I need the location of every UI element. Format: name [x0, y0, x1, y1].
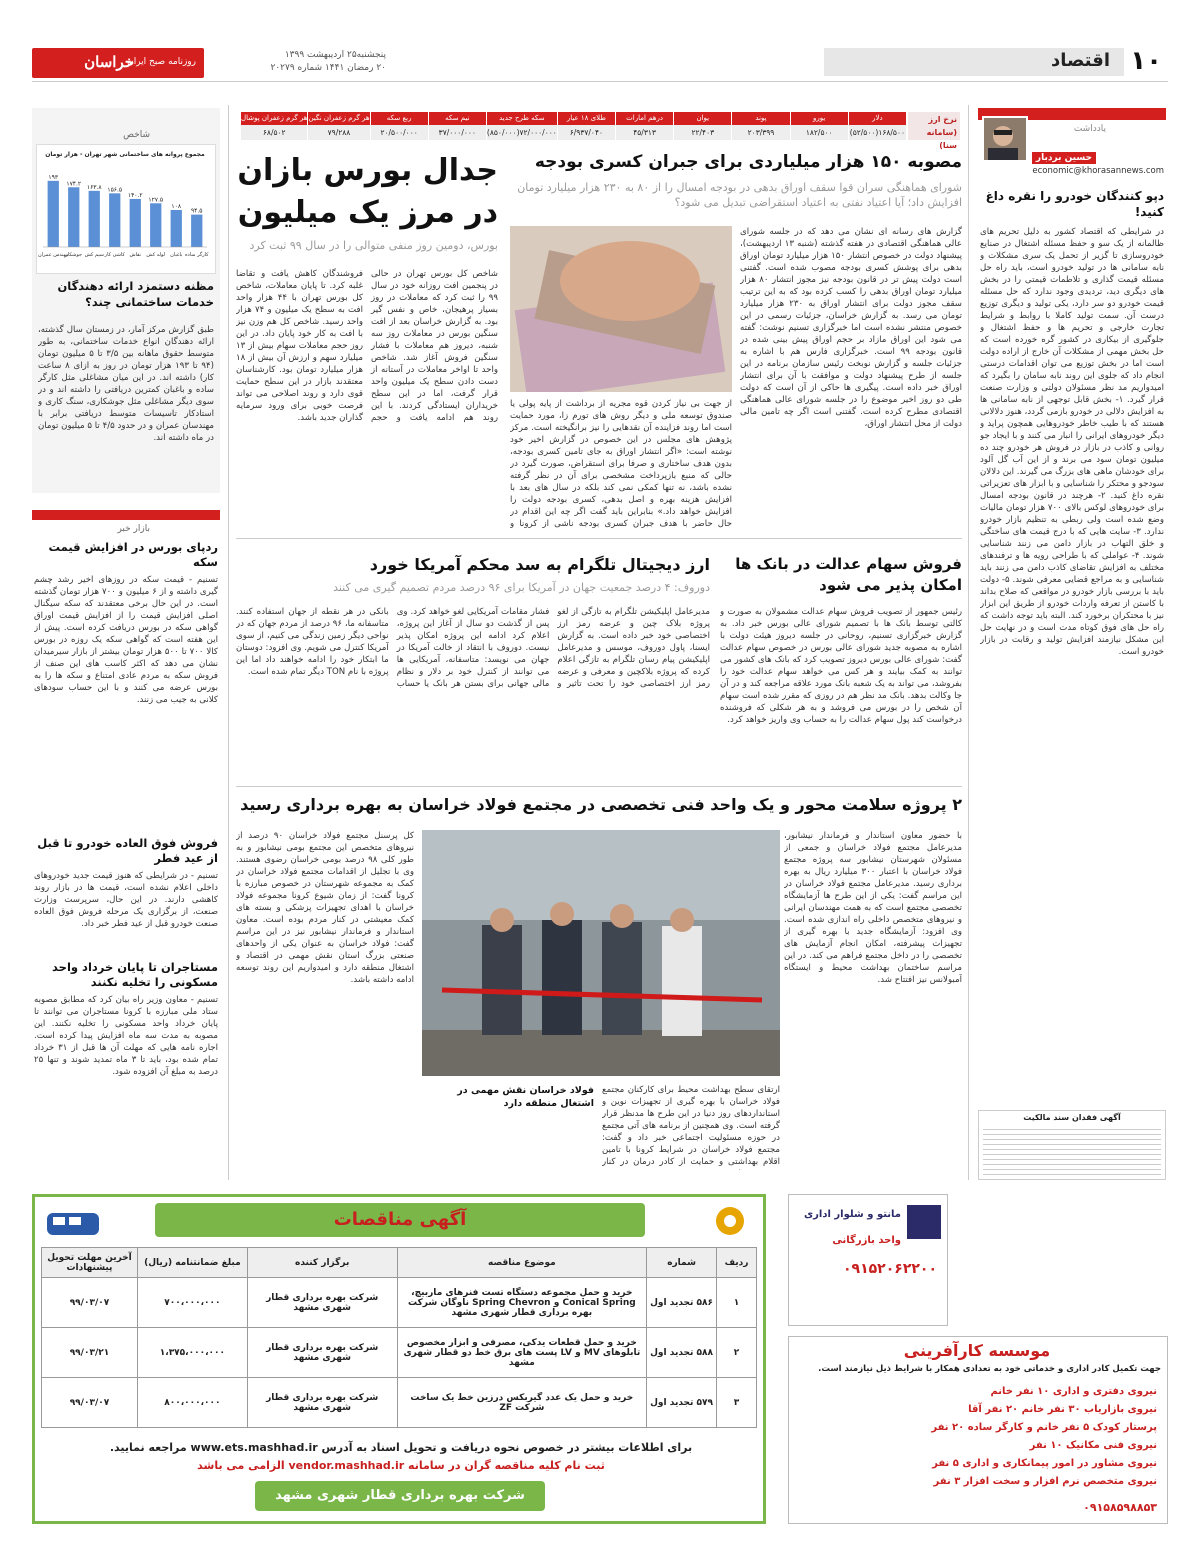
market-label-bar [32, 510, 220, 520]
chart-category-label: لوله کش [146, 252, 166, 258]
author-avatar-icon [982, 118, 1026, 162]
market-item-title: فروش فوق العاده خودرو تا قبل از عید فطر [37, 836, 218, 865]
rate-value: ۷۲/۰۰۰/۰۰۰(۸۵۰/۰۰۰) [487, 125, 557, 140]
tender-footer1: برای اطلاعات بیشتر در خصوص نحوه دریافت و تحویل اسناد به آدرس www.ets.mashhad.ir مراجعه نمایید. [109, 1441, 693, 1454]
rate-cell [790, 112, 848, 140]
rate-header: یوان [674, 112, 731, 125]
chart-category-label: سیم کش [84, 252, 104, 258]
page-header [32, 44, 1168, 82]
chart-body: طبق گزارش مرکز آمار، در زمستان سال گذشته، ارائه دهندگان انواع خدمات ساختمانی، به طور متوسط حقوق ماهانه بین ۳/۵ تا ۵ میلیون تومان (۹۴ تا ۱۹۳ هزار تومان در روز به ازای ۸ ساعت کار) داشته اند. در این میان مشاغلی مثل کارگر ساده و باغبان کمترین دریافتی را داشته اند و در سوی دیگر مشاغلی مثل جوشکاری، سنگ کاری و استادکار تاسیسات متوسط دریافتی برابر با مهندسان عمران و در حدود ۴/۵ تا ۵ میلیون تومان در ماه داشته اند. [38, 325, 214, 443]
manto-sub: واحد بازرگانی [832, 1235, 901, 1246]
rate-value: ۷۹/۲۸۸ [308, 125, 369, 140]
chart-category-label: کاشی کار [104, 252, 125, 258]
chart-bar [89, 191, 100, 247]
date-line2: ۲۰ رمضان ۱۴۴۱ شماره ۲۰۲۷۹ [270, 63, 386, 73]
agency-item: نیروی دفتری و اداری ۱۰ نفر خانم [990, 1386, 1157, 1397]
story-bourse-title: جدال بورس بازان در مرز یک میلیون [237, 153, 498, 230]
page-number: ۱۰ [1130, 46, 1162, 76]
tender-cell: ۹۹/۰۳/۰۷ [42, 1378, 138, 1428]
tender-header-cell: ردیف [717, 1248, 757, 1278]
manto-ad-logo [907, 1205, 941, 1239]
rate-value: ۲۰۳/۳۹۹ [732, 125, 789, 140]
rate-cell [848, 112, 906, 140]
tender-title-bar [155, 1203, 645, 1237]
story-steel-col3: کل پرسنل مجتمع فولاد خراسان ۹۰ درصد از نیروهای متخصص این مجتمع بومی نیشابور و به طور کلی ۹۸ درصد بومی خراسان رضوی هستند. وی با تجلیل از اقدامات مجتمع فولاد خراسان در کمک به مجموعه شهرستان در خصوص مبارزه با کرونا گفت: از زمان شیوع کرونا مجموعه فولاد خراسان با اهدای تجهیزات پزشکی و بسته های کمک معیشتی در کنار مردم بوده است. معاون استاندار و فرماندار نیشابور نیز در این مراسم گفت: فولاد خراسان به عنوان یکی از واحدهای صنعتی بزرگ استان نقش مهمی در اقتصاد و اشتغال منطقه دارد و امیدواریم این روند توسعه ادامه داشته باشد. [236, 831, 414, 985]
story-steel-subsection [422, 1084, 594, 1170]
chart [35, 145, 215, 275]
rate-value: ۳۷/۰۰۰/۰۰۰ [429, 125, 486, 140]
chart-title: مجموع پروانه های ساختمانی شهر تهران - هزار تومان [45, 151, 205, 158]
chart-bar [130, 199, 141, 247]
rate-header: درهم امارات [616, 112, 673, 125]
tender-cell: شرکت بهره برداری قطار شهری مشهد [247, 1278, 397, 1328]
story-steel-col2: ارتقای سطح بهداشت محیط برای کارکنان مجتمع فولاد خراسان با بهره گیری از تجهیزات نوین و استانداردهای روز دنیا در این طرح ها مدنظر قرار گرفته است. وی همچنین از برنامه های آتی مجتمع در حوزه مسئولیت اجتماعی خبر داد و گفت: مجتمع فولاد خراسان در شرایط کرونا با تامین اقلام بهداشتی و حمایت از کادر درمان در کنار [602, 1085, 780, 1167]
column-box [978, 108, 1166, 1098]
loss-notice [978, 1110, 1166, 1180]
header-date [216, 49, 386, 75]
rate-header: سکه طرح جدید [487, 112, 557, 125]
agency-item: پرستار کودک ۵ نفر خانم و کارگر ساده ۲۰ نفر [931, 1422, 1157, 1433]
column-body: در شرایطی که اقتصاد کشور به دلیل تحریم های ظالمانه از یک سو و حفظ مسئله اشتغال در صنایع خودروسازی تا گزیر از تحمل یک سری مشکلات و نابه سامانی ها در تولید خودرو است، باید راه حل مسئله قیمت گذاری و تلاطمات قیمتی را در بخش های دیگری دید، تردیدی وجود ندارد که حل مسئله قیمت خودرو دو سر دارد، یکی تولید و دیگری توزیع درست آن. سمت تولید کاملا با روابط و شرایط تجارت خارجی و تحریم ها و حفظ اشتغال و جلوگیری از بیکاری در کشور گره خورده است که حل بخش مهمی از مشکلات آن خارج از اراده دولت است اما در بخش توزیع می توان اقدامات درستی انجام داد که جلوی این روند نابه سامان را بگیرد که امیدواریم مد نظر مسئولان دولتی و وزارت صنعت قرار گیرد. ۱- بخش قابل توجهی از نابه سامانی ها به افزایش دلالی در خودرو بازمی گردد، هنوز دلالانی هستند که با طیب خاطر خودروهایی همچون پراید و دیگر خودروهای ایرانی را انبار می کنند و با ایجاد جو روانی و کاذب در بازار در فروش هر خودرو چند ده میلیون تومان سود می برند و از این آب گل آلود برای خودشان ماهی های بزرگ می گیرند. این دلالان سودجو و محتکر را شناسایی و با ابزار های تعزیراتی نقره داغ کنید. ۲- هرچند در قانون بودجه امسال برای خودروهای لوکس بالای ۷۰۰ هزار تومان مالیات وضع شده است ولی ربطی به تنظیم بازار خودرو ندارد. ۳- سایت هایی که با درج قیمت های ساختگی و خلق التهاب در بازار دامن می زنند شناسایی شوند. ۴- عواملی که با طراحی رویه ها و ترفندهای مختلف به افزایش تقاضای کاذب دامن می زنند باید شناسایی و به مراجع قضایی معرفی شوند. ۵- دولت باید با بررسی بازار خودرو در مواقعی که صلاح بداند با کاستن از تعرفه واردات خودرو از طریق این ابزار نیز با محتکران برخورد کند. البته باید توجه داشت که راه حل های فوق کوتاه مدت است و در نهایت حل این مشکل نیازمند افزایش تولید و رقابت در بازار خودرو است. [980, 227, 1164, 657]
loss-notice-title: آگهی فقدان سند مالکیت [1023, 1113, 1121, 1122]
rate-cell [557, 112, 615, 140]
author-name: حسین بردبار [1032, 152, 1096, 164]
rate-cell [615, 112, 673, 140]
tender-cell: خرید و حمل قطعات یدکی، مصرفی و ابزار مخصوص تابلوهای MV و LV پست های برق خط دو قطار شهری مشهد [397, 1328, 647, 1378]
tender-header-cell: برگزار کننده [247, 1248, 397, 1278]
tender-cell: شرکت بهره برداری قطار شهری مشهد [247, 1378, 397, 1428]
agency-title: موسسه کارآفرینی [903, 1341, 1051, 1360]
tender-cell: ۵۸۸ تجدید اول [647, 1328, 717, 1378]
date-line1: پنجشنبه۲۵ اردیبهشت ۱۳۹۹ [284, 50, 386, 60]
market-item-title: مستاجران تا پایان خرداد واحد مسکونی را تخلیه نکنند [52, 960, 218, 989]
rate-cell [673, 112, 731, 140]
agency-item: نیروی مشاور در امور پیمانکاری و اداری ۵ نفر [932, 1458, 1157, 1469]
story-budget-lead: شورای هماهنگی سران قوا سقف اوراق بدهی در بودجه امسال را از ۸۰ به ۲۳۰ هزار میلیارد تومان افزایش داد؛ آیا اعتیاد نفتی به اعتیاد استقراضی تبدیل می شود؟ [517, 181, 962, 209]
rate-value: ۱۶۸/۵۰۰(۵۲/۵۰۰) [849, 125, 906, 140]
tender-cell: ۵۸۶ تجدید اول [647, 1278, 717, 1328]
agency-item: نیروی بازاریاب ۳۰ نفر خانم ۲۰ نفر آقا [968, 1404, 1157, 1415]
tender-cell: خرید و حمل مجموعه دستگاه تست فنرهای ماربیچ، Conical Spring و Spring Chevron ناوگان شرکت بهره برداری قطار شهری مشهد [397, 1278, 647, 1328]
chart-panel [36, 144, 216, 274]
chart-bar [68, 187, 79, 247]
chart-data-label: ۱۴۰.۲ [127, 191, 143, 199]
story-telegram [236, 548, 710, 778]
tender-header-cell: آخرین مهلت تحویل پیشنهادات [42, 1248, 138, 1278]
header-section-box [824, 48, 1124, 76]
tender-ad [32, 1194, 766, 1524]
logo-text: خراسان [84, 53, 134, 71]
chart-data-label: ۱۰۸ [171, 202, 182, 210]
section-title: اقتصاد [1050, 50, 1110, 71]
market-item-1 [34, 540, 218, 832]
tender-cell: ۸۰۰،۰۰۰،۰۰۰ [137, 1378, 247, 1428]
story-bourse-body: شاخص کل بورس تهران در حالی در پنجمین افت روزانه خود در سال ۹۹ را ثبت کرد که معاملات در روز بسیار پرهیجان، خاص و نفس گیر بود. به گزارش خراسان بعد از افت سنگین بورس در معاملات روز سه شنبه، دیروز هم معاملات با فشار سنگین فروش آغاز شد. شاخص واحد تا اواخر معاملات در آستانه از دست دادن سطح یک میلیون واحد قرار گرفت، اما در این سطح خریداران ایستادگی کردند. با این روند هم ادامه یافت و حجم فروشندگان کاهش یافت و تقاضا غلبه کرد. تا پایان معاملات، شاخص کل بورس تهران با ۴۴ هزار واحد افت به سطح یک میلیون و ۷۴ هزار واحد رسید. شاخص کل هم وزن نیز با افت به کار خود پایان داد. در این روز حجم معاملات سهام بیش از ۱۳ میلیارد سهم و ارزش آن بیش از ۱۸ هزار میلیارد تومان بود. کارشناسان معتقدند بازار در این سطح حمایت قوی دارد و روند اصلاحی می تواند فرصت خوبی برای ورود سرمایه گذاران جدید باشد. [236, 269, 498, 423]
tender-logo-left [43, 1203, 103, 1243]
story-bourse-lead: بورس، دومین روز منفی متوالی را در سال ۹۹ ثبت کرد [249, 239, 498, 252]
story-steel-title: ۲ پروژه سلامت محور و یک واحد فنی تخصصی در مجتمع فولاد خراسان به بهره برداری رسید [240, 795, 962, 814]
manto-ad [788, 1194, 948, 1326]
tender-cell: ۹۹/۰۳/۰۷ [42, 1278, 138, 1328]
story-budget [510, 150, 962, 530]
story-steel-subhead: فولاد خراسان نقش مهمی در اشتغال منطقه دارد [457, 1085, 594, 1109]
rate-value: ۲۲/۴۰۳ [674, 125, 731, 140]
rate-header: طلای ۱۸ عیار [558, 112, 615, 125]
market-item-body: تسنیم - در شرایطی که هنوز قیمت جدید خودروهای داخلی اعلام نشده است، قیمت ها در بازار روند کاهشی دارند. در این حال، سرپرست وزارت صنعت، از برگزاری یک مرحله فروش فوق العاده صنعت خودرو قبل از عید فطر خبر داد. [34, 871, 218, 929]
tender-header-cell: مبلغ ضمانتنامه (ریال) [137, 1248, 247, 1278]
chart-data-label: ۱۹۳ [48, 173, 59, 181]
chart-data-label: ۱۷۴.۲ [66, 180, 82, 188]
tender-company-bar [255, 1481, 545, 1511]
loss-notice-lines [983, 1125, 1161, 1177]
market-box [32, 510, 220, 1170]
rate-header: یورو [791, 112, 848, 125]
ceremony-photo [422, 830, 780, 1076]
chart-category-label: نقاش [129, 252, 142, 258]
chart-data-label: ۱۶۳.۸ [86, 183, 102, 191]
rates-label: نرخ ارز (سامانه سنا) [908, 112, 960, 140]
story-telegram-title: ارز دیجیتال تلگرام به سد محکم آمریکا خورد [369, 555, 710, 574]
tender-header-cell: موضوع مناقصه [397, 1248, 647, 1278]
rates-grid [240, 112, 906, 140]
story-shares-title: فروش سهام عدالت در بانک ها امکان پذیر می شود [735, 555, 962, 594]
market-item-body: تسنیم - قیمت سکه در روزهای اخیر رشد چشم گیری داشته و از ۶ میلیون و ۷۰۰ هزار تومان گذشته است. در این حال برخی معتقدند که سکه سیگنال اصلی افزایش قیمت را از افزایش قیمت اوراق گواهی سکه در بورس دریافت کرده است. پیش از این هفته است که گواهی سکه یک روزه در بورس کالا ۷۰۰ تا ۵۰۰ هزار تومان بیشتر از بازار سیرمیدان نشان می دهد که اکثر کاسب های این صنف از فروش سکه به مردم عادی امتناع و سکه ها را به بورس عرضه می کنند و با این حساب سودهای کلانی به جیب می زنند. [34, 575, 218, 705]
rate-value: ۱۸۲/۵۰۰ [791, 125, 848, 140]
story-budget-title: مصوبه ۱۵۰ هزار میلیاردی برای جبران کسری بودجه [534, 152, 962, 172]
rate-cell [370, 112, 428, 140]
chart-data-label: ۹۴.۵ [190, 207, 203, 215]
story-budget-col2: از جهت بی نیاز کردن قوه مجریه از برداشت از پایه پولی یا صندوق توسعه ملی و دیگر روش های تورم زا، مورد حمایت است اما روند فزاینده آن نقدهایی را نیز برانگیخته است. مرکز پژوهش های مجلس در این خصوص در گزارش اخیر خود نوشته است: «اگر انتشار اوراق به جای تامین کسری بودجه، بدون هدف ساختاری و صرفا برای استقراض، صورت گیرد در حالی که منبع بازپرداخت مشخصی برای آن در نظر گرفته نشده باشد، نه تنها کمکی نمی کند بلکه در سال های بعد با افزایش هزینه بهره و اصل بدهی، کسری بودجه دولت را افزایش خواهد داد.» بنابراین باید گفت اگر چه این اقدام در حال حاضر با هدف جبران کسری بودجه ناشی از کرونا و [510, 399, 732, 528]
column-label: یادداشت [1073, 124, 1106, 134]
story-steel-col1: با حضور معاون استاندار و فرماندار نیشابور، مدیرعامل مجتمع فولاد خراسان و جمعی از مسئولان شهرستان نیشابور سه پروژه مجتمع فولاد خراسان با اعتبار ۳۰۰ میلیارد ریال به بهره برداری رسید. مدیرعامل مجتمع فولاد خراسان در این مراسم گفت: یکی از این طرح ها آزمایشگاه تخصصی مجتمع است که به همت مهندسان ایرانی و نیروهای متخصص داخلی راه اندازی شده است. وی افزود: آزمایشگاه جدید با بهره گیری از تجهیزات پیشرفته، امکان انجام آزمایش های تخصصی را در داخل مجتمع فراهم می کند. در این مراسم ساختمان بهداشت محیط و ایستگاه آمبولانس نیز افتتاح شد. [784, 831, 962, 985]
author-email[interactable]: economic@khorasannews.com [1032, 166, 1164, 176]
market-item-2 [34, 836, 218, 942]
train-logo-icon [43, 1203, 103, 1243]
story-steel [236, 790, 962, 1170]
money-photo [510, 226, 732, 392]
tender-cell: ۳ [717, 1378, 757, 1428]
chart-box-label: شاخص [123, 130, 150, 140]
market-item-3 [34, 960, 218, 1162]
story-telegram-body: مدیرعامل اپلیکیشن تلگرام به تازگی از لغو پروژه بلاک چین و عرضه رمز ارز اختصاصی خود خبر داده است. به گزارش ایسنا، پاول دوروف، موسس و مدیرعامل اپلیکیشن پیام رسان تلگرام به تازگی اعلام کرده که پروژه بلاکچین و معرفی و عرضه رمز ارز اختصاصی خود را تحت تاثیر و فشار مقامات آمریکایی لغو خواهد کرد. وی پس از گذشت دو سال از آغاز این پروژه، اعلام کرد ادامه این پروژه امکان پذیر نیست. دوروف با انتقاد از خالت آمریکا در جهان می نویسد: متاسفانه، آمریکایی ها می توانند از کنترل خود بر دلار و نظام مالی جهانی برای بستن هر بانک یا حساب بانکی در هر نقطه از جهان استفاده کنند. متاسفانه ما، ۹۶ درصد از مردم جهان که در نواحی دیگر زمین زندگی می کنیم، از سوی آمریکا کنترل می شویم. وی افزود: دوستان ما ابتکار خود را ادامه خواهند داد اما این پروژه با نام TON دیگر تمام شده است. [236, 607, 710, 689]
agency-item: نیروی متخصص نرم افزار و سخت افزار ۳ نفر [933, 1476, 1157, 1487]
rate-value: ۶۸/۵۰۲ [241, 125, 307, 140]
rate-cell [428, 112, 486, 140]
rate-header: ربع سکه [371, 112, 428, 125]
agency-list [797, 1383, 1157, 1491]
tender-cell: ۱،۳۷۵،۰۰۰،۰۰۰ [137, 1328, 247, 1378]
tender-row [42, 1378, 757, 1428]
chart-data-label: ۱۵۶.۵ [107, 186, 123, 194]
chart-bar [48, 181, 59, 247]
tender-cell: ۲ [717, 1328, 757, 1378]
tender-table [41, 1247, 757, 1428]
author-photo [982, 116, 1028, 162]
agency-phone[interactable]: ۰۹۱۵۸۵۹۸۸۵۳ [1083, 1501, 1157, 1514]
rate-value: ۴۵/۳۱۳ [616, 125, 673, 140]
story-shares [720, 548, 962, 778]
rate-value: ۶/۹۳۷/۰۴۰ [558, 125, 615, 140]
tender-cell: ۵۷۹ تجدید اول [647, 1378, 717, 1428]
tender-row [42, 1278, 757, 1328]
chart-bar [150, 203, 161, 247]
rate-cell [486, 112, 557, 140]
newspaper-logo[interactable] [32, 48, 204, 78]
rate-header: پوند [732, 112, 789, 125]
tender-logo-right [705, 1203, 755, 1243]
story-telegram-lead: دوروف: ۴ درصد جمعیت جهان در آمریکا برای ۹۶ درصد مردم تصمیم گیری می کنند [333, 581, 710, 594]
tender-cell: ۹۹/۰۳/۲۱ [42, 1328, 138, 1378]
chart-category-label: کارگر ساده [184, 252, 209, 258]
agency-item: نیروی فنی مکانیک ۱۰ نفر [1029, 1440, 1157, 1451]
story-bourse [236, 150, 498, 530]
story-budget-col1: گزارش های رسانه ای نشان می دهد که در جلسه شورای عالی هماهنگی اقتصادی در هفته گذشته (شنبه ۱۳ اردیبهشت)، پیشنهاد دولت در خصوص انتشار ۱۵۰ هزار میلیارد تومان اوراق بدهی برای پوشش کسری بودجه مصوب شده است. گفتنی است دولت پیش تر در قانون بودجه نیز مجوز انتشار ۸۰ هزار میلیارد تومان اوراق بدهی را کسب کرده بود که به این ترتیب سقف مجوز دولت برای انتشار اوراق به ۲۳۰ هزار میلیارد تومان می رسد. به گزارش خراسان، جزئیات رسمی در این خصوص منتشر نشده است اما خبرگزاری تسنیم نوشت: گفته می شود این اوراق مازاد بر حجم اوراق پیش بینی شده در قانون بودجه ۹۹ است. خبرگزاری فارس هم با اشاره به جزئیات جلسه و گزارش نوبخت رئیس سازمان برنامه در این جلسه از طرح پیشنهاد دولت و موافقت با آن برای انتشار اوراق خبر داده است. پیگیری ها حاکی از آن است که دولت طی دو روز اخیر موضوع را در جلسه شورای عالی هماهنگی اقتصادی مطرح کرده است. گفتنی است اگر چه تامین مالی دولت از محل انتشار اوراق، [740, 227, 962, 429]
market-item-title: ردپای بورس در افزایش قیمت سکه [48, 540, 218, 569]
logo-tagline: روزنامه صبح ایران [127, 57, 196, 67]
market-label: بازار خبر [117, 524, 150, 534]
rate-value: ۲۰/۵۰۰/۰۰۰ [371, 125, 428, 140]
tender-header-row [42, 1248, 757, 1278]
tender-footer2: ثبت نام کلیه مناقصه گران در سامانه vendor.mashhad.ir الزامی می باشد [197, 1459, 605, 1472]
rate-header: دلار [849, 112, 906, 125]
rate-cell [731, 112, 789, 140]
chart-category-label: مهندس عمران [37, 252, 69, 258]
rate-header: هر گرم زعفران پوشال [241, 112, 307, 125]
ribbon-cutting-image [422, 830, 780, 1076]
market-item-body: تسنیم - معاون وزیر راه بیان کرد که مطابق مصوبه ستاد ملی مبارزه با کرونا مستاجران می توانند تا پایان خرداد واحد مسکونی را تخلیه نکنند. این مصوبه به مدت سه ماه افزایش پیدا کرده است. اجاره نامه هایی که مهلت آن ها قبل از ۳۱ خرداد تمام شده بود، باید تا ۳ ماه تمدید شوند و تنها ۲۵ درصد به مبلغ آن افزوده شود. [34, 995, 218, 1077]
chart-data-label: ۱۲۷.۵ [148, 196, 164, 204]
chart-bar [109, 193, 120, 247]
rate-header: هر گرم زعفران نگین [308, 112, 369, 125]
column-title: دپو کنندگان خودرو را نقره داغ کنید! [985, 189, 1164, 219]
agency-intro: جهت تکمیل کادر اداری و خدماتی خود به تعدادی همکار با شرایط ذیل نیازمند است. [818, 1364, 1161, 1374]
tender-cell: ۱ [717, 1278, 757, 1328]
rates-table [240, 112, 960, 150]
tender-cell: خرید و حمل یک عدد گیربکس درزین خط یک ساخت شرکت ZF [397, 1378, 647, 1428]
chart-headline: مظنه دستمزد ارائه دهندگان خدمات ساختمانی چند؟ [57, 279, 214, 309]
tender-row [42, 1328, 757, 1378]
tender-title: آگهی مناقصات [333, 1209, 467, 1230]
manto-title: مانتو و شلوار اداری [804, 1209, 901, 1220]
tender-company: شرکت بهره برداری قطار شهری مشهد [275, 1488, 525, 1503]
tender-header-cell: شماره [647, 1248, 717, 1278]
chart-category-label: جوشکار [65, 252, 83, 258]
agency-ad [788, 1336, 1168, 1524]
rate-cell [240, 112, 307, 140]
chart-category-label: باغبان [170, 252, 183, 258]
rate-cell [307, 112, 369, 140]
chart-box [32, 108, 220, 493]
tender-cell: ۷۰۰،۰۰۰،۰۰۰ [137, 1278, 247, 1328]
tender-cell: شرکت بهره برداری قطار شهری مشهد [247, 1328, 397, 1378]
banknote-image [510, 226, 732, 392]
manto-phone[interactable]: ۰۹۱۵۲۰۶۲۲۰۰ [843, 1261, 937, 1277]
chart-bar [191, 215, 202, 247]
municipality-logo-icon [705, 1203, 755, 1243]
story-shares-body: رئیس جمهور از تصویب فروش سهام عدالت مشمولان به صورت و کالتی توسط بانک ها با تصمیم شورای عالی بورس خبر داد. به گزارش خبرگزاری تسنیم، روحانی در جلسه دیروز هیئت دولت با اشاره به مصوبه جدید شورای عالی بورس در خصوص سهام عدالت گفت: شورای عالی بورس دیروز تصویب کرد که بانک های کشور می توانند به کمک بیایند و هر کس می خواهد سهام عدالت خود را بفروشد، می تواند به یک شعبه بانک مورد علاقه مراجعه کند و در آن جا وکالت بدهد. بانک مد نظر هم در روزی که مقرر شده است سهام آن شخص را در بورس می فروشد و به هر شکلی که فروشنده درخواست کند پول سهام عدالت را به حساب وی واریز خواهد کرد. [720, 607, 962, 725]
rate-header: نیم سکه [429, 112, 486, 125]
chart-bar [171, 210, 182, 247]
